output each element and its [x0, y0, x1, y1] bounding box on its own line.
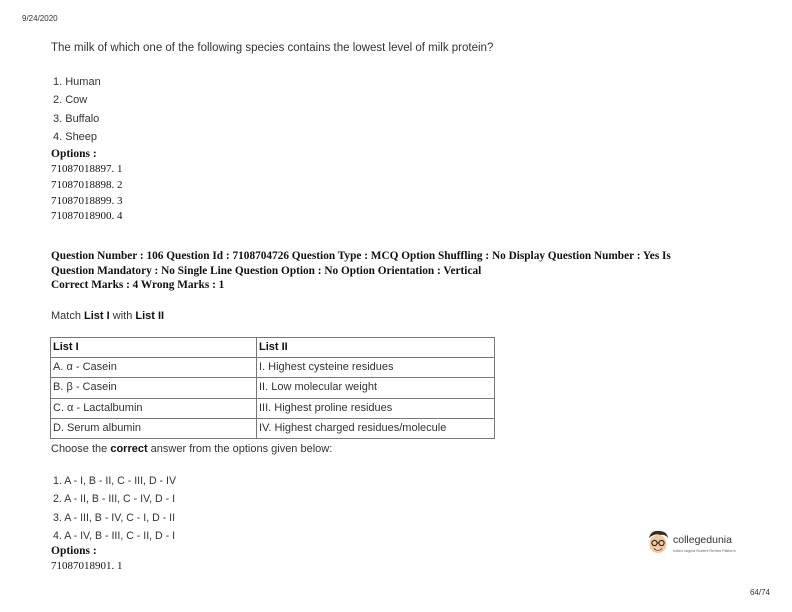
match-list1: List I	[84, 310, 110, 322]
match-instruction	[51, 310, 164, 322]
choose-suffix: answer from the options given below:	[147, 443, 333, 455]
table-header-cell: List I	[51, 338, 257, 358]
table-cell: III. Highest proline residues	[257, 398, 495, 418]
table-cell: C. α - Lactalbumin	[51, 398, 257, 418]
mascot-icon	[645, 529, 671, 557]
page-number: 64/74	[749, 588, 770, 597]
option-id: 71087018897. 1	[51, 163, 123, 175]
question-text: The milk of which one of the following species contains the lowest level of milk protein?	[51, 42, 494, 54]
brand-tagline: India's largest Student Review Platform	[673, 549, 736, 553]
question-metadata	[51, 249, 741, 293]
options-block	[51, 545, 123, 575]
table-cell: B. β - Casein	[51, 378, 257, 398]
brand-name: collegedunia	[673, 534, 732, 546]
choose-prefix: Choose the	[51, 443, 111, 455]
table-cell: IV. Highest charged residues/molecule	[257, 418, 495, 438]
option-id-list	[51, 559, 123, 575]
match-table	[50, 337, 495, 439]
options-label: Options :	[51, 148, 97, 160]
choice-item: 2. Cow	[53, 94, 88, 107]
match-prefix: Match	[51, 310, 85, 322]
choose-instruction	[51, 443, 332, 455]
table-header-row	[51, 338, 495, 358]
option-id: 71087018898. 2	[51, 178, 123, 191]
options-label: Options :	[51, 545, 97, 557]
answer-item: 2. A - II, B - III, C - IV, D - I	[53, 493, 176, 506]
table-row	[51, 418, 495, 438]
match-list2: List II	[135, 310, 165, 322]
table-cell: I. Highest cysteine residues	[257, 358, 495, 378]
table-row	[51, 398, 495, 418]
choice-item: 1. Human	[53, 76, 101, 88]
table-cell: D. Serum albumin	[51, 418, 257, 438]
collegedunia-watermark	[645, 527, 745, 561]
options-block	[51, 148, 123, 225]
metadata-line: Question Mandatory : No Single Line Question Option : No Option Orientation : Vertical	[51, 264, 482, 277]
choose-bold: correct	[110, 443, 148, 455]
choice-item: 3. Buffalo	[53, 112, 100, 125]
answer-item: 1. A - I, B - II, C - III, D - IV	[53, 475, 177, 487]
table-row	[51, 378, 495, 398]
answer-item: 4. A - IV, B - III, C - II, D - I	[53, 529, 176, 542]
table-cell: II. Low molecular weight	[257, 378, 495, 398]
choice-item: 4. Sheep	[53, 130, 98, 143]
option-id-list	[51, 162, 123, 225]
option-id: 71087018901. 1	[51, 560, 123, 572]
table-cell: A. α - Casein	[51, 358, 257, 378]
question-choices	[53, 73, 101, 146]
option-id: 71087018900. 4	[51, 210, 123, 223]
answer-choices	[53, 472, 176, 545]
match-with: with	[109, 310, 136, 322]
metadata-line: Correct Marks : 4 Wrong Marks : 1	[51, 279, 225, 292]
print-date: 9/24/2020	[22, 14, 58, 23]
table-header-cell: List II	[257, 338, 495, 358]
table-row	[51, 358, 495, 378]
metadata-line: Question Number : 106 Question Id : 7108704726 Question Type : MCQ Option Shuffling : No Display Question Number : Yes Is	[51, 250, 671, 262]
answer-item: 3. A - III, B - IV, C - I, D - II	[53, 511, 176, 524]
option-id: 71087018899. 3	[51, 194, 123, 207]
